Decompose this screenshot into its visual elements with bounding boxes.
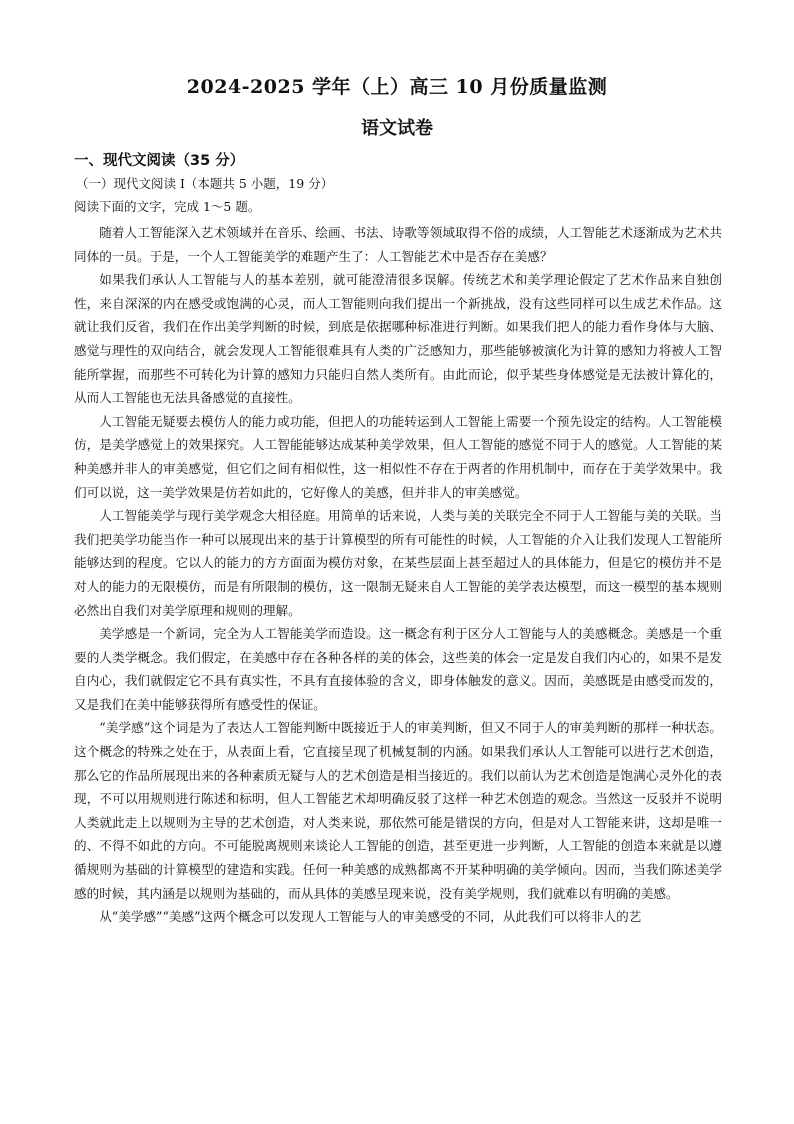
exam-title: 2024-2025 学年（上）高三 10 月份质量监测	[186, 76, 608, 98]
passage-paragraph-7: 从“美学感”“美感”这两个概念可以发现人工智能与人的审美感受的不同，从此我们可以将非人的艺	[99, 909, 642, 925]
sub-section-heading: （一）现代文阅读 I（本题共 5 小题，19 分）	[76, 176, 334, 191]
passage-paragraph-5: 美学感是一个新词，完全为人工智能美学而造设。这一概念有利于区分人工智能与人的美感概念。美感是一个重要的人类学概念。我们假定，在美感中存在各种各样的美的体会，这些美的体会一定是发自我们内心的，如果不是发自内心，我们就假定它不具有真实性，不具有直接体验的含义，即身体触发的意义。因而，美感既是由感受而发的，又是我们在美中能够获得所有感受性的保证。	[74, 626, 722, 712]
passage-paragraph-1: 随着人工智能深入艺术领域并在音乐、绘画、书法、诗歌等领域取得不俗的成绩，人工智能艺术逐渐成为艺术共同体的一员。于是，一个人工智能美学的难题产生了：人工智能艺术中是否存在美感？	[74, 225, 722, 264]
passage-paragraph-3: 人工智能无疑要去模仿人的能力或功能，但把人的功能转运到人工智能上需要一个预先设定的结构。人工智能模仿，是美学感觉上的效果探究。人工智能能够达成某种美学效果，但人工智能的感觉不同于人的感觉。人工智能的某种美感并非人的审美感觉，但它们之间有相似性，这一相似性不存在于两者的作用机制中，而存在于美学效果中。我们可以说，这一美学效果是仿若如此的，它好像人的美感，但并非人的审美感觉。	[74, 413, 722, 500]
passage-paragraph-6: “美学感”这个词是为了表达人工智能判断中既接近于人的审美判断，但又不同于人的审美判断的那样一种状态。这个概念的特殊之处在于，从表面上看，它直接呈现了机械复制的内涵。如果我们承认人工智能可以进行艺术创造，那么它的作品所展现出来的各种素质无疑与人的艺术创造是相当接近的。我们以前认为艺术创造是饱满心灵外化的表现，不可以用规则进行陈述和标明，但人工智能艺术却明确反驳了这样一种艺术创造的观念。当然这一反驳并不说明人类就此走上以规则为主导的艺术创造，对人类来说，那依然可能是错误的方向，但是对人工智能来讲，这却是唯一的、不得不如此的方向。不可能脱离规则来谈论人工智能的创造，甚至更进一步判断，人工智能的创造本来就是以遵循规则为基础的计算模型的建造和实践。任何一种美感的成熟都离不开某种明确的美学倾向。因而，当我们陈述美学感的时候，其内涵是以规则为基础的，而从具体的美感呈现来说，没有美学规则，我们就难以有明确的美感。	[74, 720, 722, 901]
section-heading: 一、现代文阅读（35 分）	[74, 153, 245, 169]
reading-instruction: 阅读下面的文字，完成 1～5 题。	[74, 199, 261, 214]
exam-subtitle: 语文试卷	[361, 118, 433, 139]
passage-paragraph-4: 人工智能美学与现行美学观念大相径庭。用简单的话来说，人类与美的关联完全不同于人工智能与美的关联。当我们把美学功能当作一种可以展现出来的基于计算模型的所有可能性的时候，人工智能的介入让我们发现人工智能所能够达到的程度。它以人的能力的方方面面为模仿对象，在某些层面上甚至超过人的具体能力，但是它的模仿并不是对人的能力的无限模仿，而是有所限制的模仿，这一限制无疑来自人工智能的美学表达模型，而这一模型的基本规则必然出自我们对美学原理和规则的理解。	[74, 508, 722, 618]
passage-paragraph-2: 如果我们承认人工智能与人的基本差别，就可能澄清很多误解。传统艺术和美学理论假定了艺术作品来自独创性，来自深深的内在感受或饱满的心灵，而人工智能则向我们提出一个新挑战，没有这些同样可以生成艺术作品。这就让我们反省，我们在作出美学判断的时候，到底是依据哪种标准进行判断。如果我们把人的能力看作身体与大脑、感觉与理性的双向结合，就会发现人工智能很难具有人类的广泛感知力，那些能够被演化为计算的感知力将被人工智能所掌握，而那些不可转化为计算的感知力只能归自然人类所有。由此而论，似乎某些身体感觉是无法被计算化的，从而人工智能也无法具备感觉的直接性。	[74, 272, 722, 406]
reading-passage	[74, 221, 722, 929]
